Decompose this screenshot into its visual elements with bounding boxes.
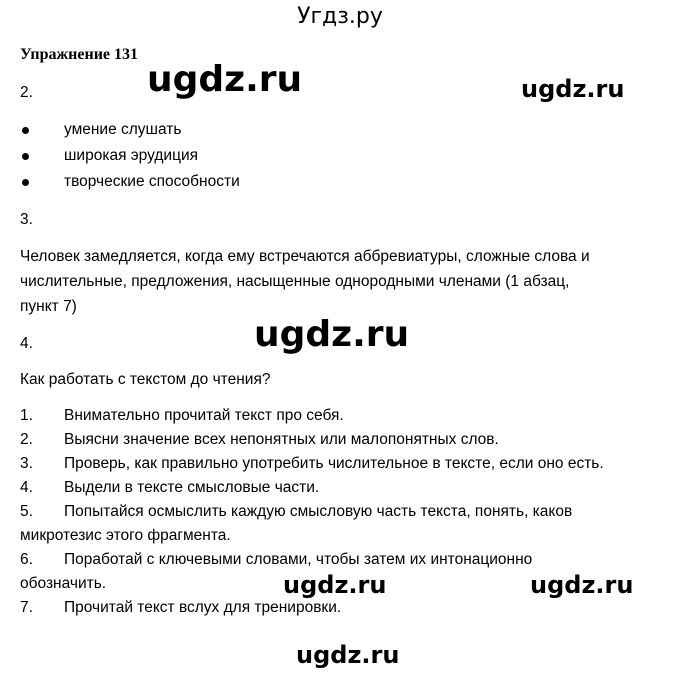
paragraph-line: Человек замедляется, когда ему встречаются аббревиатуры, сложные слова и xyxy=(20,248,590,265)
paragraph-line: пункт 7) xyxy=(20,298,77,315)
paragraph-line: числительные, предложения, насыщенные однородными членами (1 абзац, xyxy=(20,273,570,290)
section-3-number: 3. xyxy=(20,211,33,228)
bullet-icon xyxy=(22,153,29,160)
step-number: 6. xyxy=(20,551,33,568)
step-number: 4. xyxy=(20,479,33,496)
step-text: Внимательно прочитай текст про себя. xyxy=(64,407,344,424)
bullet-icon xyxy=(22,127,29,134)
step-number: 1. xyxy=(20,407,33,424)
step-text: Поработай с ключевыми словами, чтобы затем их интонационно xyxy=(64,551,533,568)
step-text: Выдели в тексте смысловые части. xyxy=(64,479,320,496)
watermark-5: ugdz.ru xyxy=(530,571,634,599)
watermark-2: ugdz.ru xyxy=(521,75,625,103)
step-text-continuation: обозначить. xyxy=(20,575,107,592)
step-text: Прочитай текст вслух для тренировки. xyxy=(64,599,342,616)
step-number: 2. xyxy=(20,431,33,448)
step-text-continuation: микротезис этого фрагмента. xyxy=(20,527,231,544)
watermark-3: ugdz.ru xyxy=(254,314,410,355)
section-2-number: 2. xyxy=(20,84,33,101)
section-4-question: Как работать с текстом до чтения? xyxy=(20,371,271,388)
bullet-icon xyxy=(22,179,29,186)
watermark-6: ugdz.ru xyxy=(296,641,400,669)
bullet-item: творческие способности xyxy=(64,173,240,190)
site-header-title: Угдз.ру xyxy=(297,4,383,29)
step-text: Проверь, как правильно употребить числительное в тексте, если оно есть. xyxy=(64,455,604,472)
watermark-4: ugdz.ru xyxy=(283,571,387,599)
bullet-item: умение слушать xyxy=(64,121,182,138)
watermark-1: ugdz.ru xyxy=(147,59,303,100)
exercise-title: Упражнение 131 xyxy=(20,46,139,63)
step-number: 3. xyxy=(20,455,33,472)
step-text: Выясни значение всех непонятных или малопонятных слов. xyxy=(64,431,499,448)
section-4-number: 4. xyxy=(20,335,33,352)
bullet-item: широкая эрудиция xyxy=(64,147,198,164)
step-text: Попытайся осмыслить каждую смысловую часть текста, понять, каков xyxy=(64,503,573,520)
step-number: 5. xyxy=(20,503,33,520)
step-number: 7. xyxy=(20,599,33,616)
